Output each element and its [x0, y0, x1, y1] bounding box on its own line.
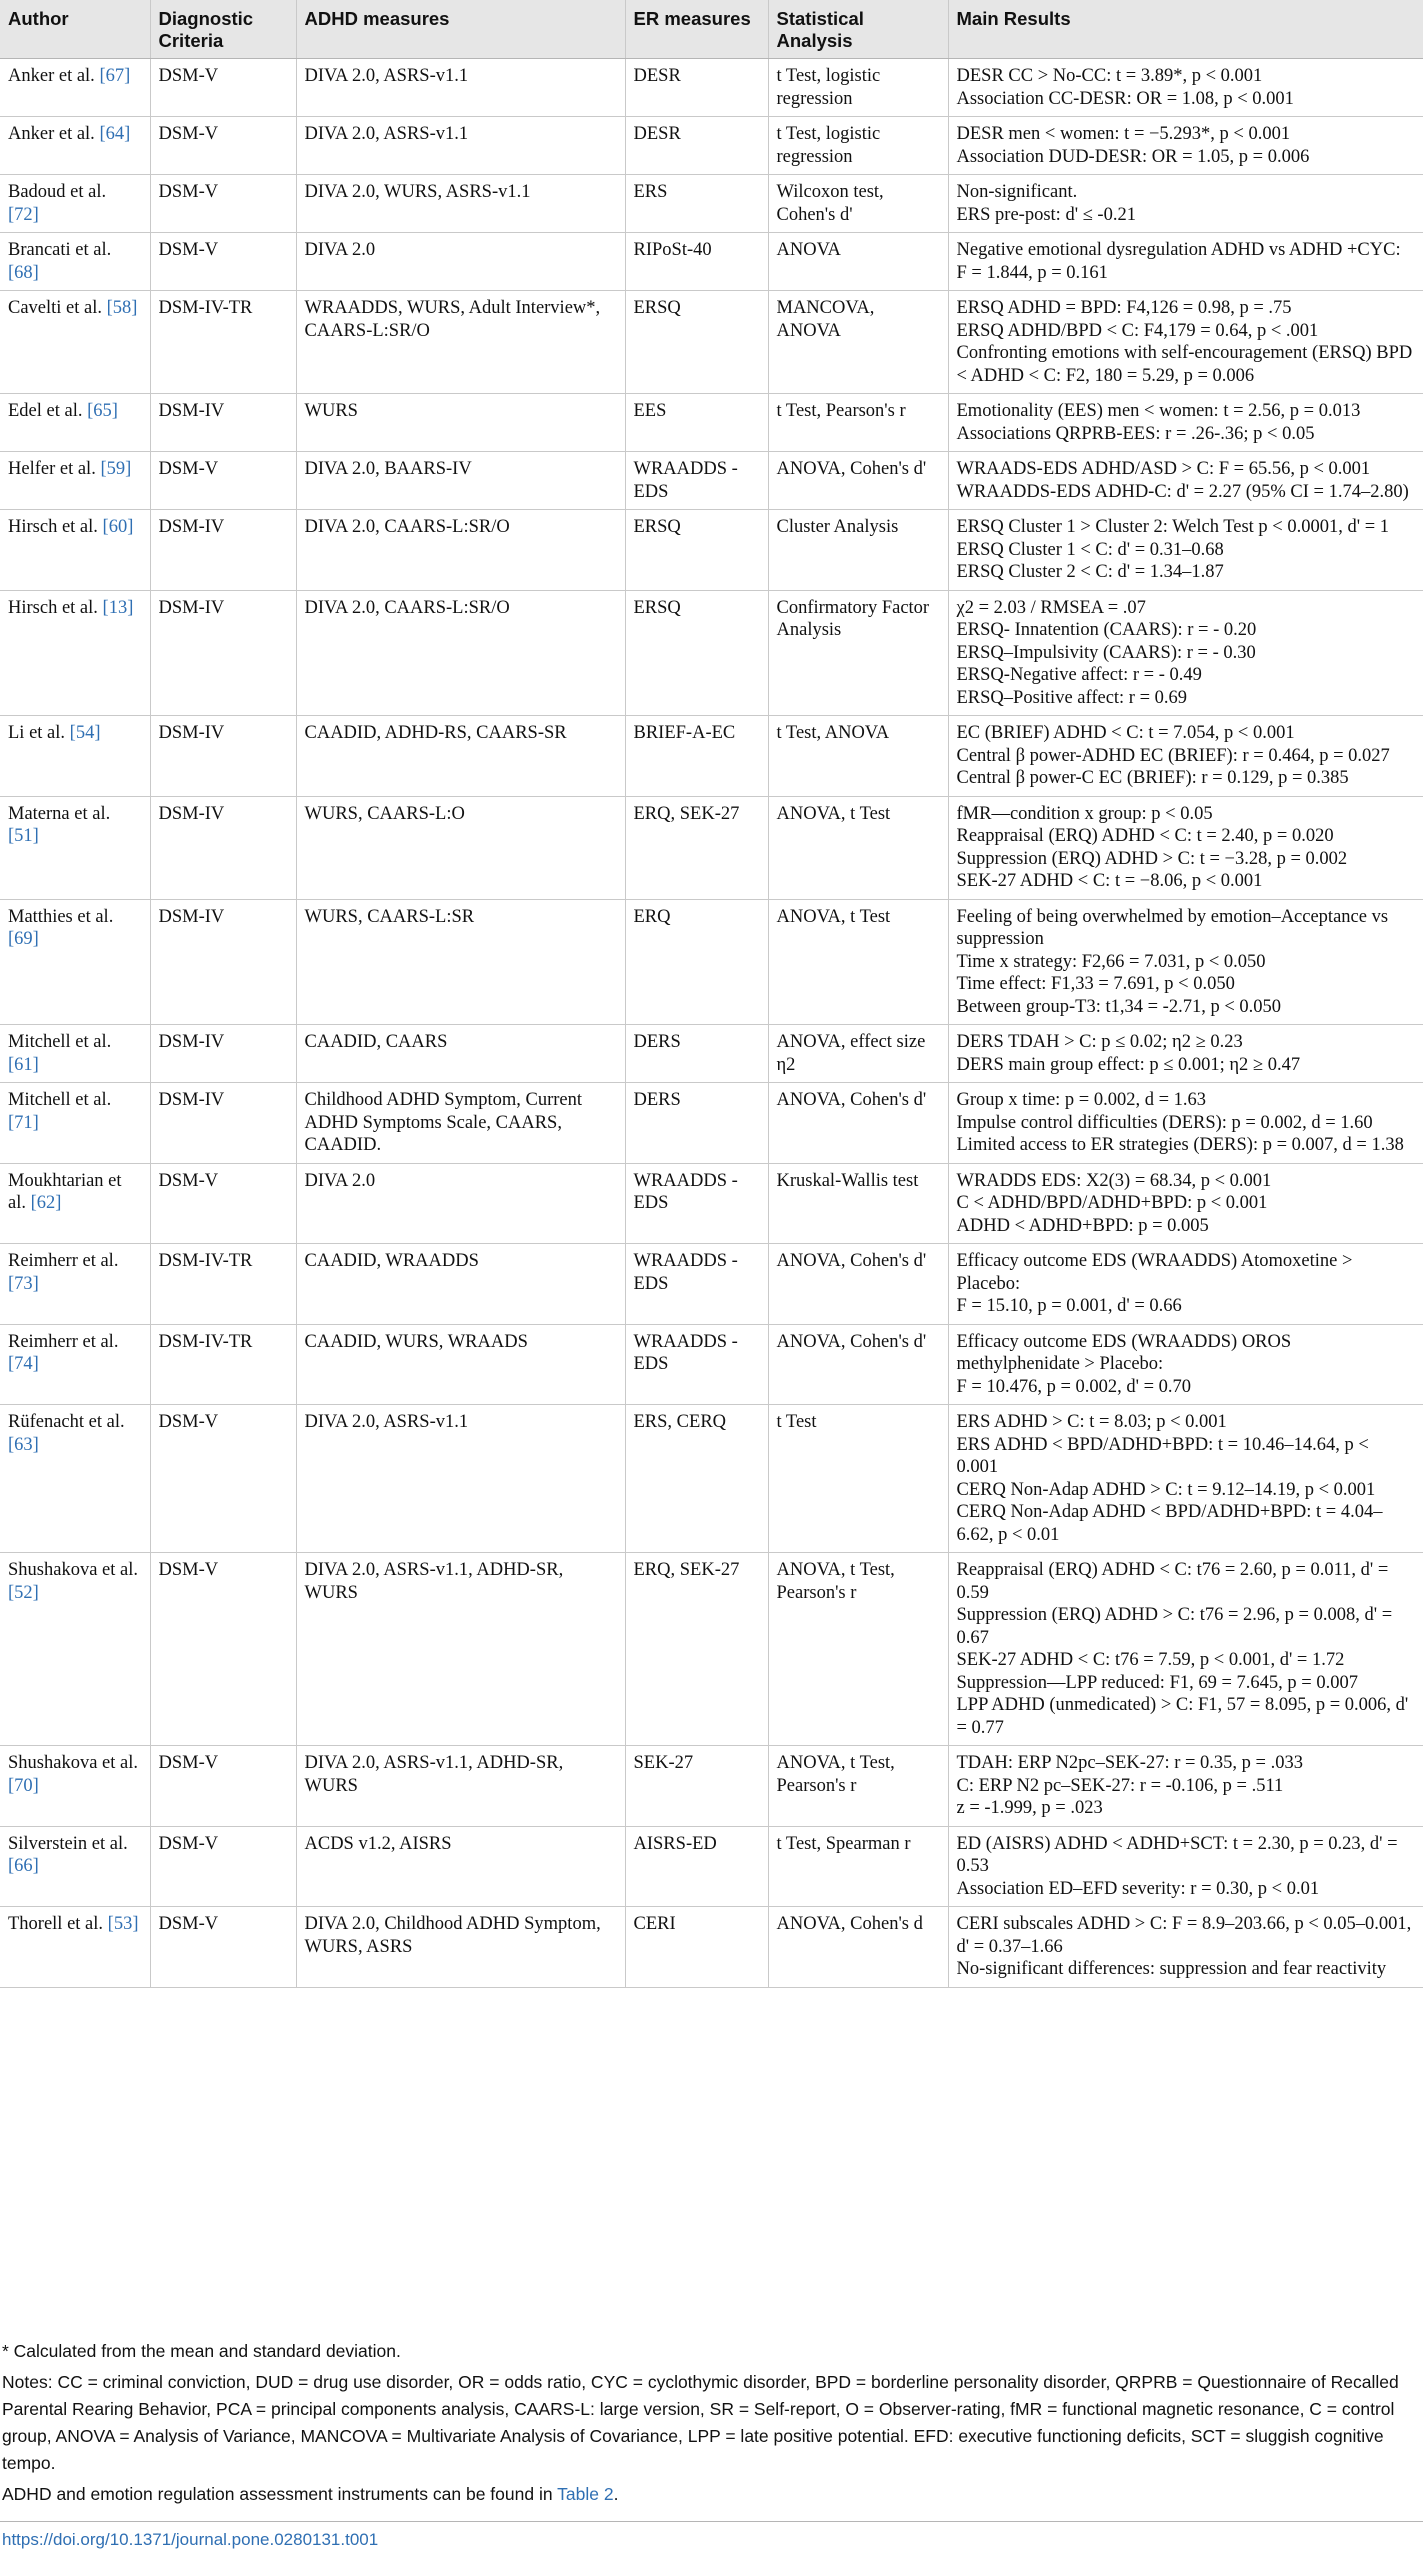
cell-adhd-measures: DIVA 2.0, ASRS-v1.1 [296, 117, 625, 175]
cell-diagnostic-criteria: DSM-IV [150, 796, 296, 899]
cell-er-measures: BRIEF-A-EC [625, 716, 768, 797]
cell-author [0, 590, 150, 716]
cell-adhd-measures: WRAADDS, WURS, Adult Interview*, CAARS-L:SR/O [296, 291, 625, 394]
cell-main-results [948, 1553, 1423, 1746]
table-header-row [0, 0, 1423, 59]
cell-author [0, 394, 150, 452]
cell-diagnostic-criteria: DSM-IV [150, 716, 296, 797]
result-line: ERSQ Cluster 1 > Cluster 2: Welch Test p < 0.0001, d' = 1 [956, 517, 1390, 537]
reference-link[interactable]: [51] [8, 826, 39, 846]
cell-er-measures: DESR [625, 59, 768, 117]
cell-diagnostic-criteria: DSM-IV [150, 510, 296, 591]
reference-link[interactable]: [73] [8, 1273, 39, 1294]
cell-adhd-measures: DIVA 2.0, WURS, ASRS-v1.1 [296, 175, 625, 233]
reference-link[interactable]: [58] [106, 298, 138, 318]
reference-link[interactable]: [59] [100, 459, 132, 479]
cell-main-results [948, 175, 1423, 233]
reference-link[interactable]: [66] [8, 1856, 39, 1876]
reference-link[interactable]: [52] [8, 1582, 39, 1603]
author-name: Anker et al. [8, 66, 100, 86]
result-line: Central β power-C EC (BRIEF): r = 0.129, p = 0.385 [956, 768, 1349, 788]
result-line: TDAH: ERP N2pc–SEK-27: r = 0.35, p = .033 [956, 1753, 1303, 1773]
cell-adhd-measures: CAADID, WRAADDS [296, 1244, 625, 1325]
notes-instruments [2, 2481, 1421, 2508]
cell-adhd-measures: DIVA 2.0 [296, 233, 625, 291]
doi-link[interactable]: https://doi.org/10.1371/journal.pone.0280131.t001 [2, 2530, 379, 2549]
notes-abbreviations: Notes: CC = criminal conviction, DUD = drug use disorder, OR = odds ratio, CYC = cyclothymic disorder, BPD = borderline personality disorder, QRPRB = Questionnaire of Recalled Parental Rearing Behavior, PCA = principal components analysis, CAARS-L: large version, SR = Self-report, O = Observer-rating, fMR = functional magnetic resonance, C = control group, ANOVA = Analysis of Variance, MANCOVA = Multivariate Analysis of Covariance, LPP = late positive potential. EFD: executive functioning deficits, SCT = sluggish cognitive tempo. [2, 2372, 1399, 2473]
result-line: ERSQ Cluster 2 < C: d' = 1.34–1.87 [956, 562, 1224, 582]
table-row [0, 117, 1423, 175]
author-name: Reimherr et al. [8, 1251, 119, 1271]
cell-diagnostic-criteria: DSM-IV-TR [150, 1244, 296, 1325]
reference-link[interactable]: [71] [8, 1112, 39, 1133]
cell-er-measures: WRAADDS -EDS [625, 1244, 768, 1325]
cell-adhd-measures: CAADID, CAARS [296, 1025, 625, 1083]
cell-statistical-analysis: Wilcoxon test, Cohen's d' [768, 175, 948, 233]
result-line: ERS pre-post: d' ≤ -0.21 [956, 204, 1136, 225]
cell-main-results [948, 59, 1423, 117]
result-line: ERSQ–Impulsivity (CAARS): r = - 0.30 [956, 642, 1256, 663]
cell-statistical-analysis: ANOVA, t Test [768, 796, 948, 899]
reference-link[interactable]: [70] [8, 1775, 39, 1796]
cell-er-measures: RIPoSt-40 [625, 233, 768, 291]
cell-statistical-analysis: Kruskal-Wallis test [768, 1163, 948, 1244]
result-line: DERS main group effect: p ≤ 0.001; η2 ≥ 0.47 [956, 1054, 1301, 1075]
cell-main-results [948, 291, 1423, 394]
cell-er-measures: DERS [625, 1083, 768, 1164]
cell-er-measures: ERSQ [625, 510, 768, 591]
author-name: Brancati et al. [8, 240, 112, 260]
cell-main-results [948, 590, 1423, 716]
result-line: Association DUD-DESR: OR = 1.05, p = 0.006 [956, 146, 1310, 167]
cell-statistical-analysis: ANOVA, effect size η2 [768, 1025, 948, 1083]
result-line: Negative emotional dysregulation ADHD vs ADHD +CYC: [956, 240, 1401, 260]
doi-divider [0, 2521, 1423, 2522]
author-name: Shushakova et al. [8, 1753, 138, 1773]
author-name: Mitchell et al. [8, 1090, 112, 1110]
result-line: fMR—condition x group: p < 0.05 [956, 803, 1213, 824]
table-row [0, 590, 1423, 716]
table-row [0, 1553, 1423, 1746]
table-row [0, 59, 1423, 117]
table-row [0, 1244, 1423, 1325]
cell-statistical-analysis: t Test, ANOVA [768, 716, 948, 797]
cell-main-results [948, 452, 1423, 510]
footnote-calculated: * Calculated from the mean and standard deviation. [2, 2341, 401, 2361]
cell-er-measures: CERI [625, 1907, 768, 1988]
cell-adhd-measures: DIVA 2.0, Childhood ADHD Symptom, WURS, ASRS [296, 1907, 625, 1988]
cell-adhd-measures: Childhood ADHD Symptom, Current ADHD Symptoms Scale, CAARS, CAADID. [296, 1083, 625, 1164]
cell-adhd-measures: ACDS v1.2, AISRS [296, 1826, 625, 1907]
author-name: Silverstein et al. [8, 1833, 128, 1854]
cell-er-measures: DESR [625, 117, 768, 175]
author-name: Edel et al. [8, 401, 88, 421]
cell-main-results [948, 1163, 1423, 1244]
reference-link[interactable]: [60] [102, 517, 134, 537]
cell-author [0, 59, 150, 117]
cell-diagnostic-criteria: DSM-IV [150, 394, 296, 452]
cell-main-results [948, 716, 1423, 797]
cell-adhd-measures: WURS, CAARS-L:O [296, 796, 625, 899]
cell-adhd-measures: DIVA 2.0, ASRS-v1.1, ADHD-SR, WURS [296, 1746, 625, 1827]
result-line: Impulse control difficulties (DERS): p = 0.002, d = 1.60 [956, 1112, 1373, 1133]
reference-link[interactable]: [68] [8, 262, 39, 283]
cell-main-results [948, 394, 1423, 452]
author-name: Badoud et al. [8, 182, 107, 202]
cell-adhd-measures: CAADID, WURS, WRAADS [296, 1324, 625, 1405]
result-line: Efficacy outcome EDS (WRAADDS) OROS methylphenidate > Placebo: [956, 1331, 1292, 1374]
cell-adhd-measures: DIVA 2.0, ASRS-v1.1 [296, 59, 625, 117]
cell-diagnostic-criteria: DSM-IV [150, 590, 296, 716]
reference-link[interactable]: [62] [30, 1193, 62, 1213]
table-row [0, 1083, 1423, 1164]
cell-main-results [948, 1826, 1423, 1907]
header-adhd-measures: ADHD measures [296, 0, 625, 59]
cell-adhd-measures: DIVA 2.0, CAARS-L:SR/O [296, 590, 625, 716]
table-row [0, 452, 1423, 510]
author-name: Li et al. [8, 723, 70, 743]
result-line: ED (AISRS) ADHD < ADHD+SCT: t = 2.30, p = 0.23, d' = 0.53 [956, 1833, 1398, 1876]
cell-statistical-analysis: t Test [768, 1405, 948, 1553]
cell-er-measures: ERS [625, 175, 768, 233]
result-line: CERQ Non-Adap ADHD < BPD/ADHD+BPD: t = 4.04–6.62, p < 0.01 [956, 1502, 1383, 1545]
table-row [0, 1746, 1423, 1827]
cell-author [0, 796, 150, 899]
author-name: Matthies et al. [8, 906, 114, 927]
table-row [0, 1324, 1423, 1405]
table-row [0, 175, 1423, 233]
cell-main-results [948, 510, 1423, 591]
result-line: CERI subscales ADHD > C: F = 8.9–203.66, p < 0.05–0.001, d' = 0.37–1.66 [956, 1914, 1412, 1957]
result-line: ERSQ Cluster 1 < C: d' = 0.31–0.68 [956, 539, 1224, 560]
result-line: CERQ Non-Adap ADHD > C: t = 9.12–14.19, p < 0.001 [956, 1479, 1376, 1500]
cell-er-measures: WRAADDS -EDS [625, 1324, 768, 1405]
cell-statistical-analysis: t Test, Pearson's r [768, 394, 948, 452]
cell-er-measures: WRAADDS -EDS [625, 1163, 768, 1244]
cell-er-measures: SEK-27 [625, 1746, 768, 1827]
cell-er-measures: DERS [625, 1025, 768, 1083]
cell-diagnostic-criteria: DSM-V [150, 233, 296, 291]
cell-statistical-analysis: ANOVA, Cohen's d [768, 1907, 948, 1988]
cell-author [0, 1244, 150, 1325]
table-row [0, 1826, 1423, 1907]
result-line: χ2 = 2.03 / RMSEA = .07 [956, 597, 1146, 618]
result-line: z = -1.999, p = .023 [956, 1798, 1103, 1818]
table-row [0, 1025, 1423, 1083]
cell-adhd-measures: DIVA 2.0, CAARS-L:SR/O [296, 510, 625, 591]
cell-main-results [948, 1244, 1423, 1325]
header-statistical-analysis: Statistical Analysis [768, 0, 948, 59]
cell-er-measures: ERSQ [625, 590, 768, 716]
result-line: EC (BRIEF) ADHD < C: t = 7.054, p < 0.001 [956, 723, 1295, 743]
result-line: SEK-27 ADHD < C: t76 = 7.59, p < 0.001, d' = 1.72 [956, 1650, 1345, 1670]
result-line: Suppression—LPP reduced: F1, 69 = 7.645, p = 0.007 [956, 1672, 1358, 1693]
reference-link[interactable]: [65] [87, 401, 118, 421]
author-name: Hirsch et al. [8, 517, 103, 537]
author-name: Thorell et al. [8, 1914, 108, 1934]
table-row [0, 291, 1423, 394]
table-notes [0, 2338, 1423, 2512]
table-row [0, 394, 1423, 452]
cell-main-results [948, 117, 1423, 175]
table-row [0, 1163, 1423, 1244]
cell-er-measures: WRAADDS -EDS [625, 452, 768, 510]
result-line: WRADDS EDS: X2(3) = 68.34, p < 0.001 [956, 1170, 1272, 1191]
result-line: Group x time: p = 0.002, d = 1.63 [956, 1090, 1207, 1110]
result-line: ADHD < ADHD+BPD: p = 0.005 [956, 1215, 1209, 1236]
table-row [0, 716, 1423, 797]
result-line: Limited access to ER strategies (DERS): p = 0.007, d = 1.38 [956, 1135, 1404, 1155]
cell-er-measures: EES [625, 394, 768, 452]
result-line: No-significant differences: suppression and fear reactivity [956, 1959, 1387, 1979]
author-name: Materna et al. [8, 803, 111, 824]
cell-author [0, 291, 150, 394]
cell-author [0, 233, 150, 291]
cell-adhd-measures: DIVA 2.0, ASRS-v1.1 [296, 1405, 625, 1553]
cell-main-results [948, 1907, 1423, 1988]
result-line: Time effect: F1,33 = 7.691, p < 0.050 [956, 974, 1235, 994]
result-line: DESR CC > No-CC: t = 3.89*, p < 0.001 [956, 66, 1263, 86]
result-line: Suppression (ERQ) ADHD > C: t76 = 2.96, p = 0.008, d' = 0.67 [956, 1605, 1393, 1648]
cell-diagnostic-criteria: DSM-V [150, 117, 296, 175]
author-name: Reimherr et al. [8, 1331, 119, 1352]
cell-statistical-analysis: ANOVA, Cohen's d' [768, 1324, 948, 1405]
result-line: Central β power-ADHD EC (BRIEF): r = 0.464, p = 0.027 [956, 745, 1390, 766]
cell-diagnostic-criteria: DSM-V [150, 1163, 296, 1244]
cell-author [0, 1746, 150, 1827]
cell-diagnostic-criteria: DSM-V [150, 1405, 296, 1553]
cell-diagnostic-criteria: DSM-IV-TR [150, 291, 296, 394]
author-name: Rüfenacht et al. [8, 1412, 125, 1432]
cell-statistical-analysis: t Test, logistic regression [768, 59, 948, 117]
cell-diagnostic-criteria: DSM-IV [150, 899, 296, 1025]
reference-link[interactable]: [74] [8, 1354, 39, 1374]
result-line: ERS ADHD < BPD/ADHD+BPD: t = 10.46–14.64, p < 0.001 [956, 1434, 1369, 1477]
header-er-measures: ER measures [625, 0, 768, 59]
table-row [0, 510, 1423, 591]
cell-diagnostic-criteria: DSM-V [150, 1746, 296, 1827]
reference-link[interactable]: [72] [8, 204, 39, 225]
result-line: DESR men < women: t = −5.293*, p < 0.001 [956, 124, 1291, 144]
reference-link[interactable]: [13] [102, 597, 134, 618]
reference-link[interactable]: [54] [69, 723, 101, 743]
result-line: ERS ADHD > C: t = 8.03; p < 0.001 [956, 1412, 1227, 1432]
result-line: Feeling of being overwhelmed by emotion–Acceptance vs suppression [956, 906, 1389, 949]
cell-adhd-measures: WURS [296, 394, 625, 452]
result-line: ERSQ–Positive affect: r = 0.69 [956, 687, 1188, 708]
result-line: Reappraisal (ERQ) ADHD < C: t76 = 2.60, p = 0.011, d' = 0.59 [956, 1560, 1389, 1603]
author-name: Cavelti et al. [8, 298, 107, 318]
table-row [0, 1907, 1423, 1988]
cell-diagnostic-criteria: DSM-V [150, 452, 296, 510]
cell-author [0, 1324, 150, 1405]
cell-statistical-analysis: ANOVA, Cohen's d' [768, 1083, 948, 1164]
cell-statistical-analysis: Confirmatory Factor Analysis [768, 590, 948, 716]
result-line: Efficacy outcome EDS (WRAADDS) Atomoxetine > Placebo: [956, 1251, 1353, 1294]
cell-author [0, 1405, 150, 1553]
cell-author [0, 1907, 150, 1988]
reference-link[interactable]: [53] [107, 1914, 139, 1934]
result-line: WRAADS-EDS ADHD/ASD > C: F = 65.56, p < 0.001 [956, 459, 1371, 479]
cell-statistical-analysis: ANOVA, t Test [768, 899, 948, 1025]
result-line: WRAADDS-EDS ADHD-C: d' = 2.27 (95% CI = 1.74–2.80) [956, 481, 1409, 502]
cell-statistical-analysis: Cluster Analysis [768, 510, 948, 591]
reference-link[interactable]: [61] [8, 1054, 39, 1075]
cell-author [0, 452, 150, 510]
cell-statistical-analysis: t Test, Spearman r [768, 1826, 948, 1907]
author-name: Hirsch et al. [8, 597, 103, 618]
table-row [0, 233, 1423, 291]
reference-link[interactable]: [67] [99, 66, 131, 86]
result-line: ERSQ- Innatention (CAARS): r = - 0.20 [956, 620, 1257, 640]
cell-diagnostic-criteria: DSM-IV [150, 1083, 296, 1164]
author-name: Moukhtarian et al. [8, 1170, 122, 1213]
result-line: ERSQ ADHD = BPD: F4,126 = 0.98, p = .75 [956, 298, 1292, 318]
cell-author [0, 117, 150, 175]
author-name: Anker et al. [8, 124, 100, 144]
cell-author [0, 1163, 150, 1244]
result-line: ERSQ ADHD/BPD < C: F4,179 = 0.64, p < .001 [956, 320, 1319, 341]
cell-er-measures: ERQ [625, 899, 768, 1025]
result-line: Between group-T3: t1,34 = -2.71, p < 0.050 [956, 996, 1282, 1017]
result-line: C < ADHD/BPD/ADHD+BPD: p < 0.001 [956, 1193, 1268, 1213]
cell-main-results [948, 233, 1423, 291]
author-name: Shushakova et al. [8, 1560, 138, 1580]
cell-author [0, 899, 150, 1025]
cell-diagnostic-criteria: DSM-V [150, 175, 296, 233]
result-line: C: ERP N2 pc–SEK-27: r = -0.106, p = .511 [956, 1775, 1284, 1796]
cell-diagnostic-criteria: DSM-V [150, 59, 296, 117]
cell-er-measures: ERQ, SEK-27 [625, 1553, 768, 1746]
result-line: ERSQ-Negative affect: r = - 0.49 [956, 665, 1202, 685]
cell-adhd-measures: DIVA 2.0, BAARS-IV [296, 452, 625, 510]
author-name: Mitchell et al. [8, 1032, 112, 1052]
cell-author [0, 1083, 150, 1164]
cell-statistical-analysis: MANCOVA, ANOVA [768, 291, 948, 394]
cell-adhd-measures: DIVA 2.0 [296, 1163, 625, 1244]
result-line: DERS TDAH > C: p ≤ 0.02; η2 ≥ 0.23 [956, 1032, 1243, 1052]
cell-author [0, 1826, 150, 1907]
cell-statistical-analysis: ANOVA [768, 233, 948, 291]
cell-author [0, 510, 150, 591]
result-line: Reappraisal (ERQ) ADHD < C: t = 2.40, p = 0.020 [956, 826, 1334, 846]
result-line: Time x strategy: F2,66 = 7.031, p < 0.050 [956, 951, 1266, 972]
cell-author [0, 716, 150, 797]
result-line: F = 1.844, p = 0.161 [956, 262, 1108, 283]
reference-link[interactable]: [69] [8, 929, 39, 949]
table-row [0, 1405, 1423, 1553]
result-line: F = 15.10, p = 0.001, d' = 0.66 [956, 1296, 1182, 1316]
cell-author [0, 1553, 150, 1746]
result-line: Confronting emotions with self-encouragement (ERSQ) BPD < ADHD < C: F2, 180 = 5.29, p = 0.006 [956, 343, 1413, 386]
cell-er-measures: AISRS-ED [625, 1826, 768, 1907]
cell-main-results [948, 1025, 1423, 1083]
cell-diagnostic-criteria: DSM-IV-TR [150, 1324, 296, 1405]
cell-er-measures: ERS, CERQ [625, 1405, 768, 1553]
cell-main-results [948, 1746, 1423, 1827]
reference-link[interactable]: [64] [99, 124, 131, 144]
cell-diagnostic-criteria: DSM-V [150, 1826, 296, 1907]
cell-diagnostic-criteria: DSM-IV [150, 1025, 296, 1083]
result-line: Suppression (ERQ) ADHD > C: t = −3.28, p = 0.002 [956, 848, 1348, 869]
author-name: Helfer et al. [8, 459, 101, 479]
cell-main-results [948, 899, 1423, 1025]
cell-diagnostic-criteria: DSM-V [150, 1907, 296, 1988]
cell-adhd-measures: WURS, CAARS-L:SR [296, 899, 625, 1025]
notes-instruments-text: ADHD and emotion regulation assessment instruments can be found in [2, 2484, 558, 2504]
cell-author [0, 1025, 150, 1083]
result-line: LPP ADHD (unmedicated) > C: F1, 57 = 8.095, p = 0.006, d' = 0.77 [956, 1695, 1409, 1738]
result-line: Association CC-DESR: OR = 1.08, p < 0.001 [956, 88, 1294, 109]
result-line: Association ED–EFD severity: r = 0.30, p < 0.01 [956, 1878, 1320, 1899]
table-2-link[interactable]: Table 2 [557, 2484, 614, 2504]
header-author: Author [0, 0, 150, 59]
header-diagnostic-criteria: Diagnostic Criteria [150, 0, 296, 59]
cell-diagnostic-criteria: DSM-V [150, 1553, 296, 1746]
cell-main-results [948, 1083, 1423, 1164]
notes-instruments-end: . [613, 2484, 619, 2504]
cell-adhd-measures: DIVA 2.0, ASRS-v1.1, ADHD-SR, WURS [296, 1553, 625, 1746]
cell-statistical-analysis: t Test, logistic regression [768, 117, 948, 175]
cell-main-results [948, 1324, 1423, 1405]
reference-link[interactable]: [63] [8, 1434, 39, 1455]
cell-er-measures: ERQ, SEK-27 [625, 796, 768, 899]
table-row [0, 796, 1423, 899]
result-line: Emotionality (EES) men < women: t = 2.56, p = 0.013 [956, 401, 1361, 421]
result-line: SEK-27 ADHD < C: t = −8.06, p < 0.001 [956, 871, 1263, 891]
cell-main-results [948, 1405, 1423, 1553]
table-row [0, 899, 1423, 1025]
result-line: Non-significant. [956, 182, 1078, 202]
cell-statistical-analysis: ANOVA, Cohen's d' [768, 452, 948, 510]
header-main-results: Main Results [948, 0, 1423, 59]
cell-statistical-analysis: ANOVA, t Test, Pearson's r [768, 1746, 948, 1827]
cell-er-measures: ERSQ [625, 291, 768, 394]
cell-main-results [948, 796, 1423, 899]
cell-statistical-analysis: ANOVA, t Test, Pearson's r [768, 1553, 948, 1746]
result-line: F = 10.476, p = 0.002, d' = 0.70 [956, 1376, 1192, 1397]
cell-author [0, 175, 150, 233]
cell-statistical-analysis: ANOVA, Cohen's d' [768, 1244, 948, 1325]
result-line: Associations QRPRB-EES: r = .26-.36; p < 0.05 [956, 423, 1315, 444]
cell-adhd-measures: CAADID, ADHD-RS, CAARS-SR [296, 716, 625, 797]
